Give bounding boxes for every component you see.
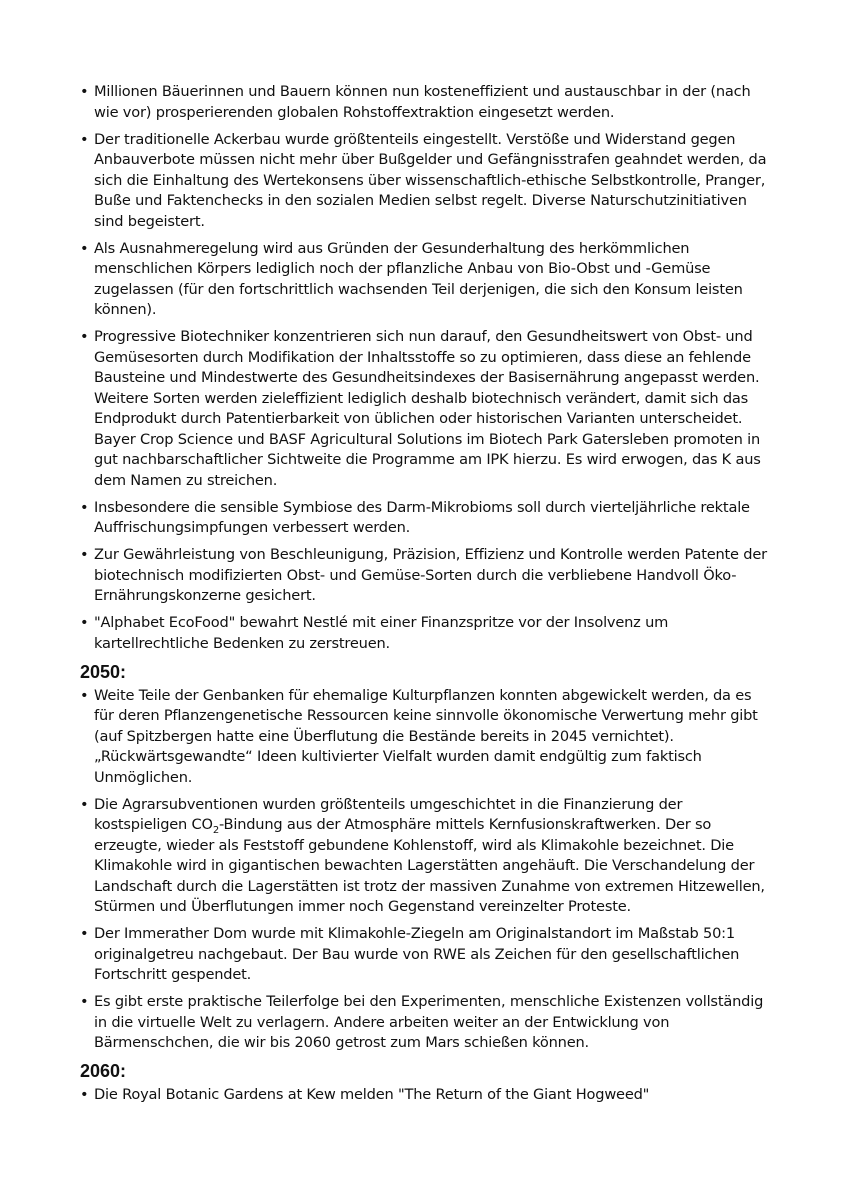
list-item: • Als Ausnahmeregelung wird aus Gründen der Gesunderhaltung des herkömmlichen menschlichen Körpers lediglich noch der pflanzliche Anbau von Bio-Obst und -Gemüse zugelassen (für den fortschrittlich wachsenden Teil derjenigen, die sich den Konsum leisten können). xyxy=(80,239,770,321)
text-part: Die Agrarsubventionen wurden größtenteils umgeschichtet in die Finanzierung der kostspieligen CO xyxy=(94,795,683,833)
list-item: • Weite Teile der Genbanken für ehemalige Kulturpflanzen konnten abgewickelt werden, da es für deren Pflanzengenetische Ressourcen keine sinnvolle ökonomische Verwertung mehr gibt (auf Spitzbergen hatte eine Überflutung die Bestände bereits in 2045 vernichtet). „Rückwärtsgewandte“ Ideen kultivierter Vielfalt wurden damit endgültig zum faktisch Unmöglichen. xyxy=(80,686,770,789)
subscript: 2 xyxy=(212,824,219,836)
list-item: • Insbesondere die sensible Symbiose des Darm-Mikrobioms soll durch vierteljährliche rektale Auffrischungsimpfungen verbessert werden. xyxy=(80,498,770,539)
text-part: -Bindung aus der Atmosphäre mittels Kernfusionskraftwerken. Der so erzeugte, wieder als Feststoff gebundene Kohlenstoff, wird als Klimakohle bezeichnet. Die Klimakohle wird in gigantischen bewachten Lagerstätten angehäuft. Die Verschandelung der Landschaft durch die Lagerstätten ist trotz der massiven Zunahme von extremen Hitzewellen, Stürmen und Überflutungen immer noch Gegenstand vereinzelter Proteste. xyxy=(94,816,765,915)
list-item: • Millionen Bäuerinnen und Bauern können nun kosteneffizient und austauschbar in der (nach wie vor) prosperierenden globalen Rohstoffextraktion eingesetzt werden. xyxy=(80,82,770,123)
list-item: • Zur Gewährleistung von Beschleunigung, Präzision, Effizienz und Kontrolle werden Patente der biotechnisch modifizierten Obst- und Gemüse-Sorten durch die verbliebene Handvoll Öko-Ernährungskonzerne gesichert. xyxy=(80,545,770,607)
bullet-list-2060 xyxy=(80,1085,770,1106)
bullet-list-top xyxy=(80,82,770,654)
list-item: • Der Immerather Dom wurde mit Klimakohle-Ziegeln am Originalstandort im Maßstab 50:1 originalgetreu nachgebaut. Der Bau wurde von RWE als Zeichen für den gesellschaftlichen Fortschritt gespendet. xyxy=(80,924,770,986)
heading-2050: 2050: xyxy=(80,661,127,682)
list-item: • Die Royal Botanic Gardens at Kew melden "The Return of the Giant Hogweed" xyxy=(80,1085,770,1106)
heading-2060: 2060: xyxy=(80,1061,127,1081)
document-page xyxy=(80,82,770,1112)
list-item xyxy=(80,795,770,918)
list-item: • "Alphabet EcoFood" bewahrt Nestlé mit einer Finanzspritze vor der Insolvenz um kartellrechtliche Bedenken zu zerstreuen. xyxy=(80,613,770,654)
list-item: • Progressive Biotechniker konzentrieren sich nun darauf, den Gesundheitswert von Obst- und Gemüsesorten durch Modifikation der Inhaltsstoffe so zu optimieren, dass diese an fehlende Bausteine und Mindestwerte des Gesundheitsindexes der Basisernährung angepasst werden. Weitere Sorten werden zieleffizient lediglich deshalb biotechnisch verändert, damit sich das Endprodukt durch Patentierbarkeit von üblichen oder historischen Varianten unterscheidet. Bayer Crop Science und BASF Agricultural Solutions im Biotech Park Gatersleben promoten in gut nachbarschaftlicher Sichtweite die Programme am IPK hierzu. Es wird erwogen, das K aus dem Namen zu streichen. xyxy=(80,327,770,491)
bullet-list-2050 xyxy=(80,686,770,1054)
list-item: • Es gibt erste praktische Teilerfolge bei den Experimenten, menschliche Existenzen vollständig in die virtuelle Welt zu verlagern. Andere arbeiten weiter an der Entwicklung von Bärmenschchen, die wir bis 2060 getrost zum Mars schießen können. xyxy=(80,992,770,1054)
list-item: • Der traditionelle Ackerbau wurde größtenteils eingestellt. Verstöße und Widerstand gegen Anbauverbote müssen nicht mehr über Bußgelder und Gefängnisstrafen geahndet werden, da sich die Einhaltung des Wertekonsens über wissenschaftlich-ethische Selbstkontrolle, Pranger, Buße und Faktenchecks in den sozialen Medien selbst regelt. Diverse Naturschutzinitiativen sind begeistert. xyxy=(80,130,770,233)
